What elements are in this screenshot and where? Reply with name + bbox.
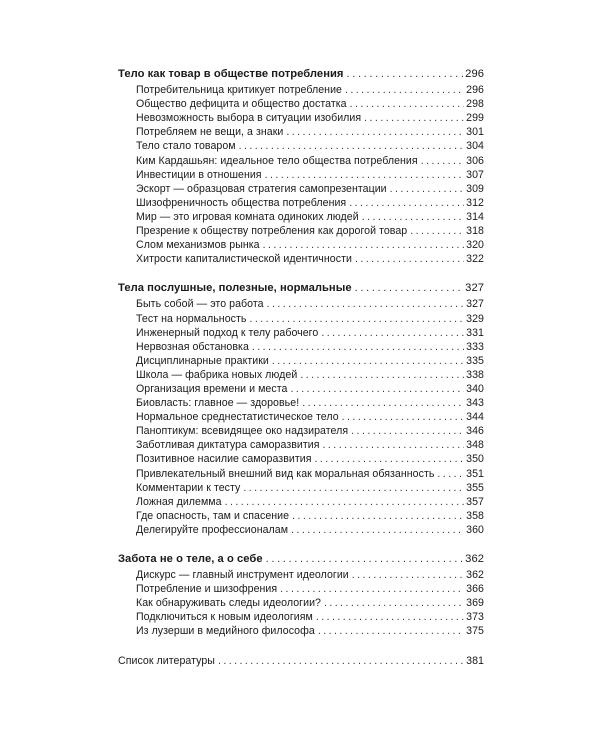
page-number: 360 bbox=[466, 523, 484, 536]
toc-entry[interactable] bbox=[118, 139, 484, 153]
page-number: 381 bbox=[466, 654, 484, 667]
page-number: 296 bbox=[466, 84, 484, 97]
toc-entry-title: Делегируйте профессионалам bbox=[136, 523, 289, 536]
toc-entry[interactable] bbox=[118, 481, 484, 495]
page-number: 318 bbox=[466, 225, 484, 238]
page-number: 296 bbox=[465, 68, 484, 80]
toc-entry-title: Шизофреничность общества потребления bbox=[136, 196, 347, 209]
toc-entry-title: Подключиться к новым идеологиям bbox=[136, 611, 313, 624]
page-number: 307 bbox=[466, 168, 484, 181]
page-number: 338 bbox=[466, 368, 484, 381]
page-number: 358 bbox=[466, 509, 484, 522]
toc-entry-title: Дисциплинарные практики bbox=[136, 354, 269, 367]
page-number: 309 bbox=[466, 182, 484, 195]
page-number: 366 bbox=[466, 583, 484, 596]
dot-leader bbox=[252, 340, 464, 354]
toc-entry[interactable] bbox=[118, 111, 484, 125]
toc-entry-title: Из лузерши в медийного философа bbox=[136, 625, 315, 638]
toc-entry[interactable] bbox=[118, 396, 484, 410]
page-number: 327 bbox=[465, 282, 484, 295]
toc-section bbox=[118, 67, 484, 266]
toc-entry-title: Потребляем не вещи, а знаки bbox=[136, 126, 284, 139]
toc-entry[interactable] bbox=[118, 495, 484, 509]
page-number: 351 bbox=[466, 467, 484, 480]
dot-leader bbox=[316, 610, 464, 624]
toc-entry-title: Комментарии к тесту bbox=[136, 481, 241, 494]
toc-entry-title: Список литературы bbox=[118, 654, 215, 667]
dot-leader bbox=[267, 297, 465, 311]
toc-entry[interactable] bbox=[118, 509, 484, 523]
dot-leader bbox=[300, 368, 464, 382]
page-number: 355 bbox=[466, 481, 484, 494]
toc-section bbox=[118, 552, 484, 639]
dot-leader bbox=[263, 238, 465, 252]
dot-leader bbox=[318, 624, 464, 638]
toc-entry[interactable] bbox=[118, 238, 484, 252]
toc-entry[interactable] bbox=[118, 97, 484, 111]
toc-entry-title: Быть собой — это работа bbox=[136, 298, 264, 311]
toc-entry-title: Организация времени и места bbox=[136, 382, 288, 395]
dot-leader bbox=[364, 111, 464, 125]
toc-entry[interactable] bbox=[118, 596, 484, 610]
toc-entry[interactable] bbox=[118, 610, 484, 624]
dot-leader bbox=[272, 354, 464, 368]
page-number: 322 bbox=[466, 253, 484, 266]
page-number: 344 bbox=[466, 411, 484, 424]
dot-leader bbox=[351, 424, 464, 438]
toc-entry-title: Хитрости капиталистической идентичности bbox=[136, 253, 352, 266]
page-number: 348 bbox=[466, 439, 484, 452]
toc-entry[interactable] bbox=[118, 340, 484, 354]
dot-leader bbox=[315, 452, 465, 466]
dot-leader bbox=[352, 568, 464, 582]
dot-leader bbox=[280, 582, 464, 596]
toc-entry[interactable] bbox=[118, 354, 484, 368]
table-of-contents bbox=[118, 67, 484, 668]
toc-entry[interactable] bbox=[118, 382, 484, 396]
toc-entry-title: Как обнаруживать следы идеологии? bbox=[136, 597, 321, 610]
page-number: 320 bbox=[466, 239, 484, 252]
toc-entry[interactable] bbox=[118, 297, 484, 311]
toc-entry[interactable] bbox=[118, 224, 484, 238]
toc-entry-title: Биовласть: главное — здоровье! bbox=[136, 397, 300, 410]
page-number: 327 bbox=[466, 298, 484, 311]
dot-leader bbox=[342, 410, 465, 424]
toc-entry[interactable] bbox=[118, 624, 484, 638]
toc-entry[interactable] bbox=[118, 438, 484, 452]
toc-section-title: Тело как товар в обществе потребления bbox=[118, 68, 344, 80]
toc-entry-title: Позитивное насилие саморазвития bbox=[136, 453, 312, 466]
page-number: 357 bbox=[466, 495, 484, 508]
page-number: 362 bbox=[465, 553, 484, 565]
dot-leader bbox=[265, 168, 465, 182]
dot-leader bbox=[290, 382, 464, 396]
dot-leader bbox=[225, 495, 465, 509]
toc-entry-title: Нервозная обстановка bbox=[136, 340, 249, 353]
page-number: 373 bbox=[466, 611, 484, 624]
toc-entry-title: Невозможность выбора в ситуации изобилия bbox=[136, 112, 362, 125]
page-number: 333 bbox=[466, 340, 484, 353]
toc-entry[interactable] bbox=[118, 368, 484, 382]
dot-leader bbox=[291, 523, 464, 537]
page-number: 298 bbox=[466, 98, 484, 111]
dot-leader bbox=[410, 224, 464, 238]
dot-leader bbox=[362, 210, 464, 224]
page-number: 335 bbox=[466, 354, 484, 367]
page-number: 329 bbox=[466, 312, 484, 325]
toc-entry[interactable] bbox=[118, 326, 484, 340]
toc-section-title: Забота не о теле, а о себе bbox=[118, 553, 263, 565]
page-number: 369 bbox=[466, 597, 484, 610]
toc-entry-title: Где опасность, там и спасение bbox=[136, 509, 290, 522]
page-number: 306 bbox=[466, 154, 484, 167]
toc-entry[interactable] bbox=[118, 568, 484, 582]
toc-entry[interactable] bbox=[118, 154, 484, 168]
toc-section-heading[interactable] bbox=[118, 552, 484, 566]
toc-entry-title: Общество дефицита и общество достатка bbox=[136, 98, 347, 111]
toc-entry-title: Ложная дилемма bbox=[136, 495, 222, 508]
page-number: 299 bbox=[466, 112, 484, 125]
toc-entry[interactable] bbox=[118, 210, 484, 224]
toc-entry[interactable] bbox=[118, 452, 484, 466]
toc-section bbox=[118, 281, 484, 537]
toc-entry-title: Привлекательный внешний вид как моральная обязанность bbox=[136, 467, 435, 480]
toc-entry-title: Эскорт — образцовая стратегия самопрезентации bbox=[136, 182, 387, 195]
dot-leader bbox=[390, 182, 465, 196]
dot-leader bbox=[350, 97, 465, 111]
toc-entry-title: Ким Кардашьян: идеальное тело общества потребления bbox=[136, 154, 418, 167]
page-number: 312 bbox=[466, 196, 484, 209]
toc-entry[interactable] bbox=[118, 410, 484, 424]
toc-entry-title: Потребление и шизофрения bbox=[136, 583, 278, 596]
dot-leader bbox=[218, 654, 464, 668]
page-number: 346 bbox=[466, 425, 484, 438]
dot-leader bbox=[321, 326, 464, 340]
dot-leader bbox=[349, 196, 464, 210]
dot-leader bbox=[302, 396, 464, 410]
page-number: 350 bbox=[466, 453, 484, 466]
dot-leader bbox=[347, 67, 464, 81]
page-number: 362 bbox=[466, 569, 484, 582]
toc-entry[interactable] bbox=[118, 523, 484, 537]
dot-leader bbox=[249, 312, 464, 326]
toc-entry-title: Слом механизмов рынка bbox=[136, 239, 260, 252]
toc-entry[interactable] bbox=[118, 252, 484, 266]
toc-entry-title: Паноптикум: всевидящее око надзирателя bbox=[136, 425, 349, 438]
toc-entry-title: Мир — это игровая комната одиноких людей bbox=[136, 210, 359, 223]
toc-entry[interactable] bbox=[118, 582, 484, 596]
page-number: 375 bbox=[466, 625, 484, 638]
toc-entry-title: Презрение к обществу потребления как дорогой товар bbox=[136, 225, 408, 238]
toc-entry-title: Потребительница критикует потребление bbox=[136, 84, 342, 97]
dot-leader bbox=[324, 596, 464, 610]
dot-leader bbox=[345, 83, 464, 97]
toc-entry-title: Нормальное среднестатистическое тело bbox=[136, 411, 339, 424]
toc-section-bibliography bbox=[118, 654, 484, 668]
dot-leader bbox=[355, 281, 464, 295]
page-number: 340 bbox=[466, 382, 484, 395]
toc-entry[interactable] bbox=[118, 424, 484, 438]
toc-entry[interactable] bbox=[118, 182, 484, 196]
dot-leader bbox=[355, 252, 464, 266]
toc-section-heading[interactable] bbox=[118, 281, 484, 295]
page-number: 343 bbox=[466, 397, 484, 410]
toc-entry-title: Тело стало товаром bbox=[136, 140, 236, 153]
toc-entry-bibliography[interactable] bbox=[118, 654, 484, 668]
toc-entry-title: Инженерный подход к телу рабочего bbox=[136, 326, 319, 339]
toc-entry[interactable] bbox=[118, 125, 484, 139]
toc-entry-title: Тест на нормальность bbox=[136, 312, 247, 325]
toc-entry[interactable] bbox=[118, 168, 484, 182]
dot-leader bbox=[266, 552, 464, 566]
page-number: 331 bbox=[466, 326, 484, 339]
toc-entry-title: Дискурс — главный инструмент идеологии bbox=[136, 569, 349, 582]
dot-leader bbox=[243, 481, 464, 495]
toc-entry[interactable] bbox=[118, 83, 484, 97]
page-number: 301 bbox=[466, 126, 484, 139]
dot-leader bbox=[437, 467, 464, 481]
dot-leader bbox=[286, 125, 464, 139]
dot-leader bbox=[239, 139, 465, 153]
dot-leader bbox=[421, 154, 464, 168]
page-number: 314 bbox=[466, 210, 484, 223]
toc-entry[interactable] bbox=[118, 467, 484, 481]
dot-leader bbox=[292, 509, 464, 523]
toc-section-title: Тела послушные, полезные, нормальные bbox=[118, 282, 352, 295]
toc-entry[interactable] bbox=[118, 312, 484, 326]
toc-entry[interactable] bbox=[118, 196, 484, 210]
toc-entry-title: Инвестиции в отношения bbox=[136, 168, 262, 181]
page-number: 304 bbox=[466, 140, 484, 153]
toc-section-heading[interactable] bbox=[118, 67, 484, 81]
toc-entry-title: Заботливая диктатура саморазвития bbox=[136, 439, 320, 452]
dot-leader bbox=[323, 438, 465, 452]
toc-entry-title: Школа — фабрика новых людей bbox=[136, 368, 298, 381]
